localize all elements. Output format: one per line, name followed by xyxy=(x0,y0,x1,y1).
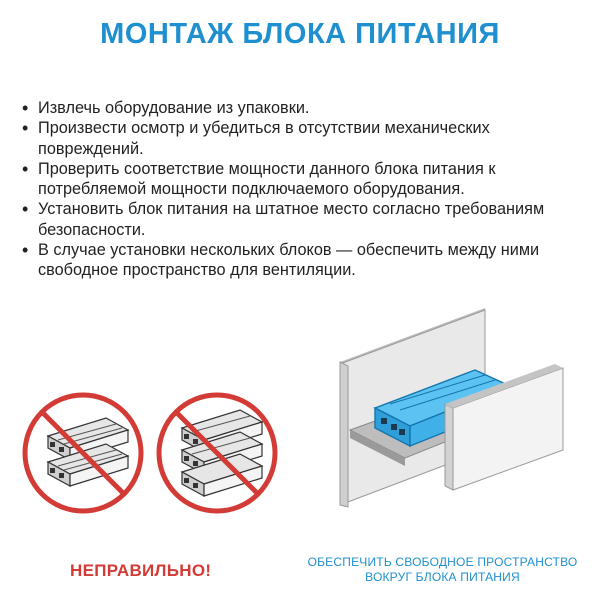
list-item: • Произвести осмотр и убедиться в отсутствии механических повреждений. xyxy=(22,118,592,159)
page-title: МОНТАЖ БЛОКА ПИТАНИЯ xyxy=(100,18,500,50)
correct-caption-line-2: ВОКРУГ БЛОКА ПИТАНИЯ xyxy=(365,570,520,584)
instruction-list xyxy=(22,98,592,281)
prohibited-stacked-units-illustration-1 xyxy=(18,388,148,518)
list-item: • В случае установки нескольких блоков — обеспечить между ними свободное пространство для вентиляции. xyxy=(22,240,592,281)
prohibited-stacked-units-illustration-2 xyxy=(152,388,282,518)
list-item: • Установить блок питания на штатное место согласно требованиям безопасности. xyxy=(22,199,592,240)
wrong-caption: НЕПРАВИЛЬНО! xyxy=(70,561,212,580)
list-item: • Проверить соответствие мощности данного блока питания к потребляемой мощности подключаемого оборудования. xyxy=(22,159,592,200)
correct-caption-line-1: ОБЕСПЕЧИТЬ СВОБОДНОЕ ПРОСТРАНСТВО xyxy=(307,555,578,569)
list-item: • Извлечь оборудование из упаковки. xyxy=(22,98,592,118)
correct-installation-illustration xyxy=(325,300,565,520)
correct-caption xyxy=(300,555,585,585)
